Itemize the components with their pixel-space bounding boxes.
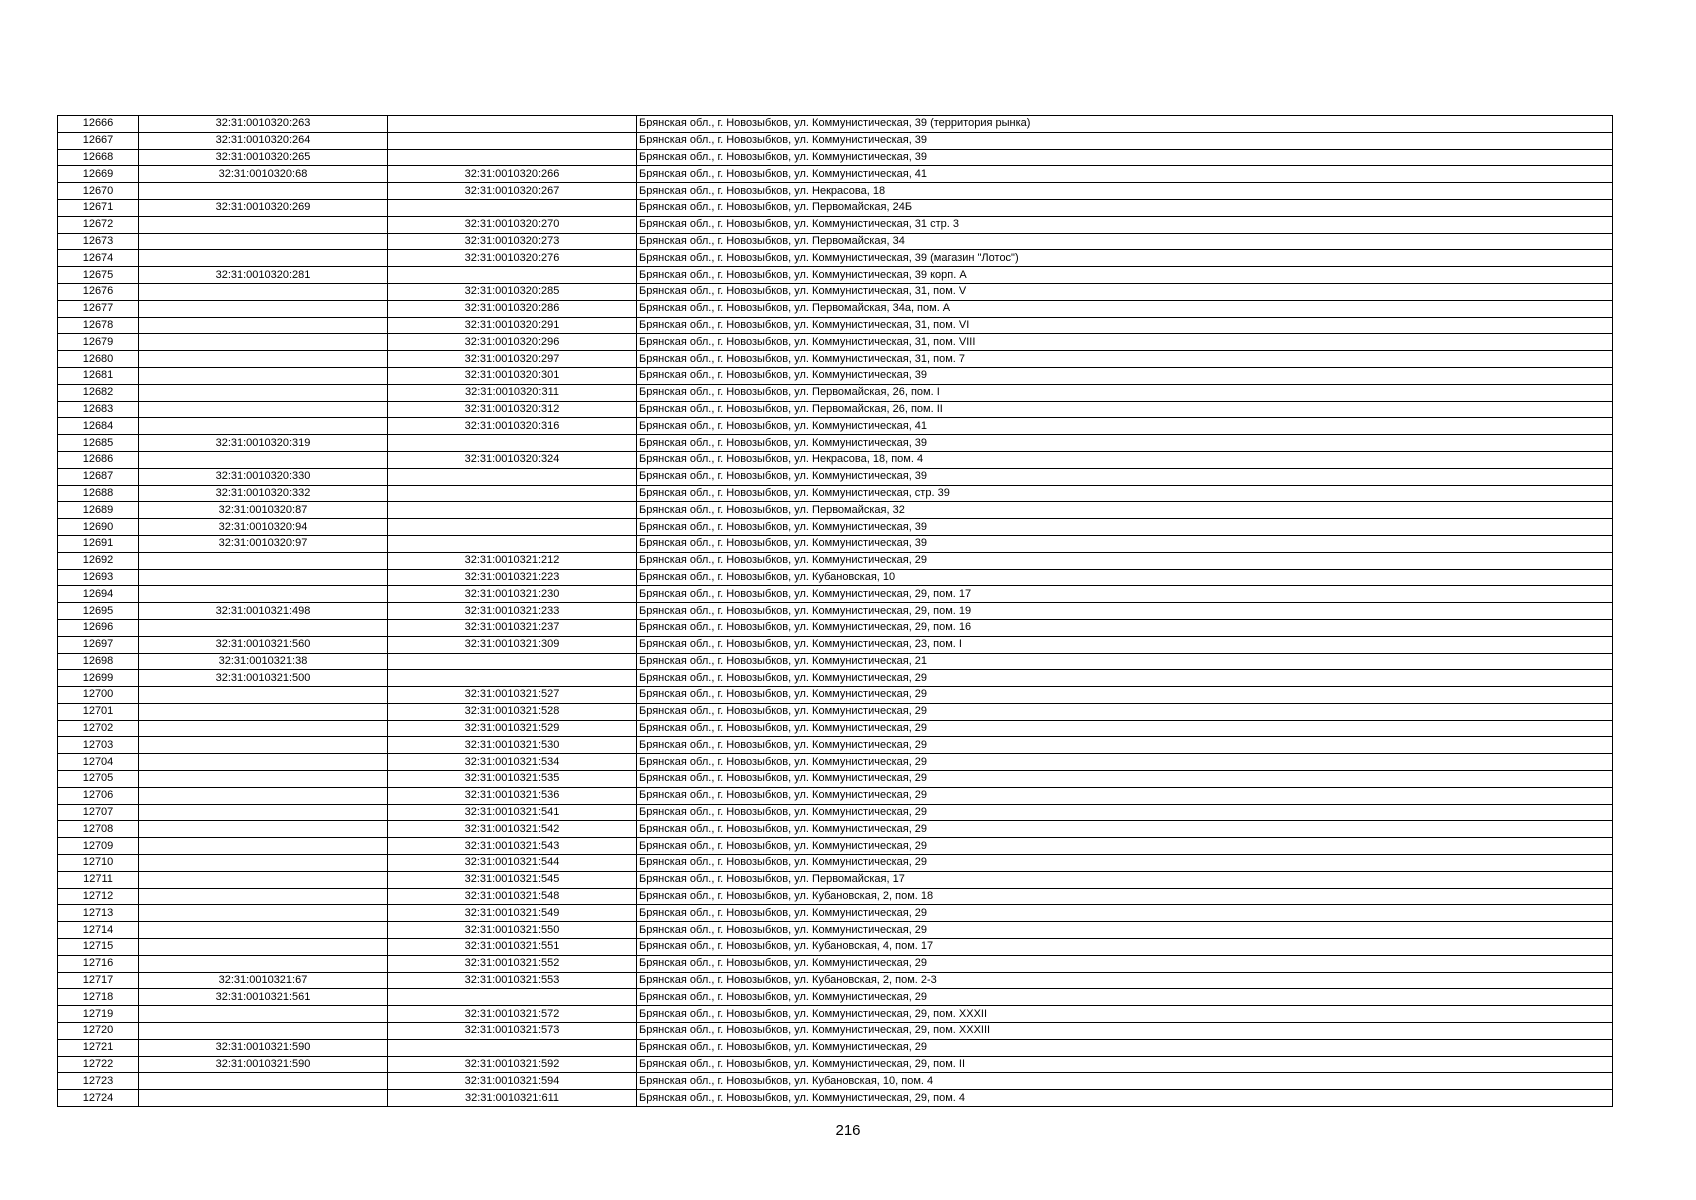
table-row (58, 838, 1613, 855)
address-cell: Брянская обл., г. Новозыбков, ул. Коммунистическая, 29 (637, 787, 1613, 804)
page-number: 216 (835, 1122, 861, 1139)
address-cell: Брянская обл., г. Новозыбков, ул. Коммунистическая, 39 (637, 132, 1613, 149)
row-number-cell: 12668 (58, 149, 139, 166)
building-cadastral-number-cell: 32:31:0010320:311 (388, 384, 637, 401)
table-row (58, 216, 1613, 233)
table-row (58, 804, 1613, 821)
land-cadastral-number-cell: 32:31:0010321:560 (139, 636, 388, 653)
building-cadastral-number-cell: 32:31:0010320:301 (388, 367, 637, 384)
building-cadastral-number-cell: 32:31:0010320:276 (388, 250, 637, 267)
row-number-cell: 12712 (58, 888, 139, 905)
row-number-cell: 12667 (58, 132, 139, 149)
row-number-cell: 12708 (58, 821, 139, 838)
building-cadastral-number-cell (388, 149, 637, 166)
table-row (58, 283, 1613, 300)
row-number-cell: 12680 (58, 351, 139, 368)
address-cell: Брянская обл., г. Новозыбков, ул. Коммунистическая, 29 (637, 955, 1613, 972)
land-cadastral-number-cell (139, 787, 388, 804)
building-cadastral-number-cell (388, 653, 637, 670)
land-cadastral-number-cell (139, 451, 388, 468)
row-number-cell: 12689 (58, 502, 139, 519)
building-cadastral-number-cell: 32:31:0010321:528 (388, 703, 637, 720)
land-cadastral-number-cell (139, 351, 388, 368)
address-cell: Брянская обл., г. Новозыбков, ул. Коммунистическая, 29 (637, 703, 1613, 720)
row-number-cell: 12717 (58, 972, 139, 989)
building-cadastral-number-cell: 32:31:0010321:536 (388, 787, 637, 804)
row-number-cell: 12714 (58, 922, 139, 939)
land-cadastral-number-cell: 32:31:0010320:281 (139, 267, 388, 284)
address-cell: Брянская обл., г. Новозыбков, ул. Некрасова, 18 (637, 183, 1613, 200)
row-number-cell: 12697 (58, 636, 139, 653)
row-number-cell: 12720 (58, 1023, 139, 1040)
registry-table-body (58, 116, 1613, 1107)
address-cell: Брянская обл., г. Новозыбков, ул. Коммунистическая, 29 (637, 687, 1613, 704)
row-number-cell: 12687 (58, 468, 139, 485)
land-cadastral-number-cell (139, 703, 388, 720)
address-cell: Брянская обл., г. Новозыбков, ул. Коммунистическая, 29 (637, 905, 1613, 922)
row-number-cell: 12678 (58, 317, 139, 334)
building-cadastral-number-cell: 32:31:0010321:233 (388, 603, 637, 620)
table-row (58, 535, 1613, 552)
table-row (58, 183, 1613, 200)
land-cadastral-number-cell: 32:31:0010320:264 (139, 132, 388, 149)
row-number-cell: 12701 (58, 703, 139, 720)
table-row (58, 485, 1613, 502)
row-number-cell: 12666 (58, 116, 139, 133)
building-cadastral-number-cell: 32:31:0010320:296 (388, 334, 637, 351)
building-cadastral-number-cell: 32:31:0010321:548 (388, 888, 637, 905)
land-cadastral-number-cell (139, 1006, 388, 1023)
table-row (58, 888, 1613, 905)
address-cell: Брянская обл., г. Новозыбков, ул. Коммунистическая, 39 (637, 519, 1613, 536)
building-cadastral-number-cell: 32:31:0010321:541 (388, 804, 637, 821)
table-row (58, 670, 1613, 687)
row-number-cell: 12694 (58, 586, 139, 603)
address-cell: Брянская обл., г. Новозыбков, ул. Некрасова, 18, пом. 4 (637, 451, 1613, 468)
address-cell: Брянская обл., г. Новозыбков, ул. Коммунистическая, 39 (637, 149, 1613, 166)
land-cadastral-number-cell (139, 855, 388, 872)
row-number-cell: 12713 (58, 905, 139, 922)
address-cell: Брянская обл., г. Новозыбков, ул. Коммунистическая, 29 (637, 838, 1613, 855)
land-cadastral-number-cell: 32:31:0010321:498 (139, 603, 388, 620)
address-cell: Брянская обл., г. Новозыбков, ул. Коммунистическая, 29 (637, 1039, 1613, 1056)
address-cell: Брянская обл., г. Новозыбков, ул. Коммунистическая, 29 (637, 771, 1613, 788)
address-cell: Брянская обл., г. Новозыбков, ул. Коммунистическая, 29, пом. 4 (637, 1090, 1613, 1107)
land-cadastral-number-cell (139, 250, 388, 267)
table-row (58, 989, 1613, 1006)
row-number-cell: 12723 (58, 1073, 139, 1090)
row-number-cell: 12702 (58, 720, 139, 737)
building-cadastral-number-cell (388, 989, 637, 1006)
row-number-cell: 12700 (58, 687, 139, 704)
building-cadastral-number-cell: 32:31:0010320:312 (388, 401, 637, 418)
address-cell: Брянская обл., г. Новозыбков, ул. Первомайская, 17 (637, 871, 1613, 888)
building-cadastral-number-cell: 32:31:0010321:527 (388, 687, 637, 704)
land-cadastral-number-cell (139, 216, 388, 233)
building-cadastral-number-cell: 32:31:0010321:542 (388, 821, 637, 838)
building-cadastral-number-cell (388, 116, 637, 133)
land-cadastral-number-cell: 32:31:0010320:332 (139, 485, 388, 502)
table-row (58, 972, 1613, 989)
land-cadastral-number-cell: 32:31:0010321:38 (139, 653, 388, 670)
land-cadastral-number-cell (139, 552, 388, 569)
land-cadastral-number-cell: 32:31:0010321:500 (139, 670, 388, 687)
table-row (58, 855, 1613, 872)
table-row (58, 720, 1613, 737)
land-cadastral-number-cell: 32:31:0010320:319 (139, 435, 388, 452)
address-cell: Брянская обл., г. Новозыбков, ул. Первомайская, 34а, пом. А (637, 300, 1613, 317)
land-cadastral-number-cell (139, 955, 388, 972)
land-cadastral-number-cell (139, 922, 388, 939)
row-number-cell: 12716 (58, 955, 139, 972)
building-cadastral-number-cell: 32:31:0010320:266 (388, 166, 637, 183)
address-cell: Брянская обл., г. Новозыбков, ул. Коммунистическая, 41 (637, 166, 1613, 183)
table-row (58, 1006, 1613, 1023)
address-cell: Брянская обл., г. Новозыбков, ул. Коммунистическая, 29 (637, 552, 1613, 569)
land-cadastral-number-cell: 32:31:0010320:87 (139, 502, 388, 519)
row-number-cell: 12695 (58, 603, 139, 620)
address-cell: Брянская обл., г. Новозыбков, ул. Коммунистическая, 29 (637, 720, 1613, 737)
building-cadastral-number-cell: 32:31:0010321:223 (388, 569, 637, 586)
table-row (58, 1039, 1613, 1056)
table-row (58, 367, 1613, 384)
row-number-cell: 12684 (58, 418, 139, 435)
row-number-cell: 12670 (58, 183, 139, 200)
table-row (58, 569, 1613, 586)
land-cadastral-number-cell: 32:31:0010320:94 (139, 519, 388, 536)
row-number-cell: 12685 (58, 435, 139, 452)
row-number-cell: 12722 (58, 1056, 139, 1073)
address-cell: Брянская обл., г. Новозыбков, ул. Коммунистическая, 29, пом. XXXIII (637, 1023, 1613, 1040)
land-cadastral-number-cell (139, 569, 388, 586)
land-cadastral-number-cell (139, 905, 388, 922)
row-number-cell: 12709 (58, 838, 139, 855)
table-row (58, 132, 1613, 149)
building-cadastral-number-cell: 32:31:0010321:552 (388, 955, 637, 972)
address-cell: Брянская обл., г. Новозыбков, ул. Коммунистическая, 29 (637, 754, 1613, 771)
land-cadastral-number-cell (139, 233, 388, 250)
building-cadastral-number-cell: 32:31:0010321:551 (388, 939, 637, 956)
building-cadastral-number-cell (388, 267, 637, 284)
table-row (58, 703, 1613, 720)
row-number-cell: 12690 (58, 519, 139, 536)
table-row (58, 116, 1613, 133)
building-cadastral-number-cell (388, 1039, 637, 1056)
building-cadastral-number-cell: 32:31:0010321:543 (388, 838, 637, 855)
address-cell: Брянская обл., г. Новозыбков, ул. Коммунистическая, 29, пом. 19 (637, 603, 1613, 620)
building-cadastral-number-cell: 32:31:0010321:550 (388, 922, 637, 939)
row-number-cell: 12718 (58, 989, 139, 1006)
row-number-cell: 12675 (58, 267, 139, 284)
table-row (58, 435, 1613, 452)
row-number-cell: 12696 (58, 619, 139, 636)
land-cadastral-number-cell: 32:31:0010320:330 (139, 468, 388, 485)
table-row (58, 401, 1613, 418)
table-row (58, 149, 1613, 166)
land-cadastral-number-cell (139, 418, 388, 435)
address-cell: Брянская обл., г. Новозыбков, ул. Коммунистическая, 31, пом. 7 (637, 351, 1613, 368)
building-cadastral-number-cell: 32:31:0010321:573 (388, 1023, 637, 1040)
land-cadastral-number-cell (139, 720, 388, 737)
table-row (58, 300, 1613, 317)
address-cell: Брянская обл., г. Новозыбков, ул. Коммунистическая, 39 корп. А (637, 267, 1613, 284)
land-cadastral-number-cell (139, 367, 388, 384)
land-cadastral-number-cell: 32:31:0010320:269 (139, 199, 388, 216)
table-row (58, 636, 1613, 653)
address-cell: Брянская обл., г. Новозыбков, ул. Коммунистическая, 29 (637, 737, 1613, 754)
table-row (58, 619, 1613, 636)
table-row (58, 771, 1613, 788)
land-cadastral-number-cell (139, 401, 388, 418)
row-number-cell: 12681 (58, 367, 139, 384)
property-registry-table (57, 115, 1613, 1107)
address-cell: Брянская обл., г. Новозыбков, ул. Коммунистическая, 29 (637, 670, 1613, 687)
address-cell: Брянская обл., г. Новозыбков, ул. Коммунистическая, 29 (637, 804, 1613, 821)
row-number-cell: 12671 (58, 199, 139, 216)
building-cadastral-number-cell: 32:31:0010320:297 (388, 351, 637, 368)
row-number-cell: 12719 (58, 1006, 139, 1023)
row-number-cell: 12715 (58, 939, 139, 956)
building-cadastral-number-cell: 32:31:0010321:553 (388, 972, 637, 989)
land-cadastral-number-cell (139, 586, 388, 603)
table-row (58, 922, 1613, 939)
table-row (58, 821, 1613, 838)
building-cadastral-number-cell: 32:31:0010320:270 (388, 216, 637, 233)
building-cadastral-number-cell: 32:31:0010320:273 (388, 233, 637, 250)
building-cadastral-number-cell: 32:31:0010321:535 (388, 771, 637, 788)
row-number-cell: 12679 (58, 334, 139, 351)
building-cadastral-number-cell: 32:31:0010321:237 (388, 619, 637, 636)
building-cadastral-number-cell: 32:31:0010321:230 (388, 586, 637, 603)
table-row (58, 250, 1613, 267)
table-row (58, 166, 1613, 183)
land-cadastral-number-cell (139, 1023, 388, 1040)
row-number-cell: 12682 (58, 384, 139, 401)
land-cadastral-number-cell: 32:31:0010321:561 (139, 989, 388, 1006)
building-cadastral-number-cell: 32:31:0010321:611 (388, 1090, 637, 1107)
address-cell: Брянская обл., г. Новозыбков, ул. Кубановская, 4, пом. 17 (637, 939, 1613, 956)
row-number-cell: 12699 (58, 670, 139, 687)
land-cadastral-number-cell: 32:31:0010320:263 (139, 116, 388, 133)
address-cell: Брянская обл., г. Новозыбков, ул. Первомайская, 26, пом. II (637, 401, 1613, 418)
table-row (58, 1073, 1613, 1090)
building-cadastral-number-cell: 32:31:0010320:316 (388, 418, 637, 435)
row-number-cell: 12698 (58, 653, 139, 670)
building-cadastral-number-cell (388, 468, 637, 485)
land-cadastral-number-cell (139, 183, 388, 200)
table-row (58, 586, 1613, 603)
table-row (58, 787, 1613, 804)
land-cadastral-number-cell: 32:31:0010320:68 (139, 166, 388, 183)
address-cell: Брянская обл., г. Новозыбков, ул. Кубановская, 10 (637, 569, 1613, 586)
land-cadastral-number-cell (139, 939, 388, 956)
land-cadastral-number-cell (139, 754, 388, 771)
address-cell: Брянская обл., г. Новозыбков, ул. Коммунистическая, 29, пом. 17 (637, 586, 1613, 603)
address-cell: Брянская обл., г. Новозыбков, ул. Первомайская, 34 (637, 233, 1613, 250)
land-cadastral-number-cell (139, 771, 388, 788)
row-number-cell: 12691 (58, 535, 139, 552)
land-cadastral-number-cell (139, 821, 388, 838)
table-row (58, 267, 1613, 284)
address-cell: Брянская обл., г. Новозыбков, ул. Коммунистическая, 29, пом. II (637, 1056, 1613, 1073)
land-cadastral-number-cell (139, 1073, 388, 1090)
address-cell: Брянская обл., г. Новозыбков, ул. Коммунистическая, 31, пом. VIII (637, 334, 1613, 351)
address-cell: Брянская обл., г. Новозыбков, ул. Коммунистическая, 29, пом. XXXII (637, 1006, 1613, 1023)
table-row (58, 737, 1613, 754)
row-number-cell: 12710 (58, 855, 139, 872)
address-cell: Брянская обл., г. Новозыбков, ул. Коммунистическая, 39 (территория рынка) (637, 116, 1613, 133)
building-cadastral-number-cell: 32:31:0010320:291 (388, 317, 637, 334)
building-cadastral-number-cell (388, 132, 637, 149)
address-cell: Брянская обл., г. Новозыбков, ул. Коммунистическая, 29, пом. 16 (637, 619, 1613, 636)
building-cadastral-number-cell: 32:31:0010320:285 (388, 283, 637, 300)
building-cadastral-number-cell: 32:31:0010321:530 (388, 737, 637, 754)
table-row (58, 519, 1613, 536)
row-number-cell: 12706 (58, 787, 139, 804)
land-cadastral-number-cell: 32:31:0010321:590 (139, 1039, 388, 1056)
row-number-cell: 12705 (58, 771, 139, 788)
building-cadastral-number-cell: 32:31:0010321:592 (388, 1056, 637, 1073)
table-row (58, 384, 1613, 401)
address-cell: Брянская обл., г. Новозыбков, ул. Кубановская, 2, пом. 18 (637, 888, 1613, 905)
table-row (58, 955, 1613, 972)
table-row (58, 199, 1613, 216)
land-cadastral-number-cell (139, 317, 388, 334)
address-cell: Брянская обл., г. Новозыбков, ул. Коммунистическая, 39 (637, 367, 1613, 384)
land-cadastral-number-cell: 32:31:0010320:97 (139, 535, 388, 552)
address-cell: Брянская обл., г. Новозыбков, ул. Кубановская, 2, пом. 2-3 (637, 972, 1613, 989)
address-cell: Брянская обл., г. Новозыбков, ул. Кубановская, 10, пом. 4 (637, 1073, 1613, 1090)
table-row (58, 653, 1613, 670)
table-row (58, 1023, 1613, 1040)
building-cadastral-number-cell: 32:31:0010320:286 (388, 300, 637, 317)
table-row (58, 233, 1613, 250)
land-cadastral-number-cell: 32:31:0010321:67 (139, 972, 388, 989)
table-row (58, 1090, 1613, 1107)
building-cadastral-number-cell (388, 199, 637, 216)
row-number-cell: 12721 (58, 1039, 139, 1056)
address-cell: Брянская обл., г. Новозыбков, ул. Коммунистическая, 39 (637, 435, 1613, 452)
building-cadastral-number-cell (388, 435, 637, 452)
row-number-cell: 12686 (58, 451, 139, 468)
building-cadastral-number-cell: 32:31:0010321:544 (388, 855, 637, 872)
building-cadastral-number-cell: 32:31:0010321:309 (388, 636, 637, 653)
table-row (58, 502, 1613, 519)
row-number-cell: 12724 (58, 1090, 139, 1107)
address-cell: Брянская обл., г. Новозыбков, ул. Коммунистическая, 31, пом. VI (637, 317, 1613, 334)
land-cadastral-number-cell (139, 619, 388, 636)
building-cadastral-number-cell: 32:31:0010320:267 (388, 183, 637, 200)
row-number-cell: 12676 (58, 283, 139, 300)
address-cell: Брянская обл., г. Новозыбков, ул. Коммунистическая, 29 (637, 855, 1613, 872)
row-number-cell: 12677 (58, 300, 139, 317)
row-number-cell: 12707 (58, 804, 139, 821)
address-cell: Брянская обл., г. Новозыбков, ул. Коммунистическая, 29 (637, 922, 1613, 939)
building-cadastral-number-cell: 32:31:0010321:529 (388, 720, 637, 737)
land-cadastral-number-cell: 32:31:0010320:265 (139, 149, 388, 166)
row-number-cell: 12703 (58, 737, 139, 754)
building-cadastral-number-cell (388, 502, 637, 519)
address-cell: Брянская обл., г. Новозыбков, ул. Коммунистическая, 29 (637, 989, 1613, 1006)
address-cell: Брянская обл., г. Новозыбков, ул. Коммунистическая, 31, пом. V (637, 283, 1613, 300)
land-cadastral-number-cell (139, 871, 388, 888)
address-cell: Брянская обл., г. Новозыбков, ул. Первомайская, 26, пом. I (637, 384, 1613, 401)
address-cell: Брянская обл., г. Новозыбков, ул. Коммунистическая, 39 (637, 468, 1613, 485)
land-cadastral-number-cell (139, 687, 388, 704)
address-cell: Брянская обл., г. Новозыбков, ул. Первомайская, 24Б (637, 199, 1613, 216)
address-cell: Брянская обл., г. Новозыбков, ул. Коммунистическая, 21 (637, 653, 1613, 670)
table-row (58, 939, 1613, 956)
table-row (58, 317, 1613, 334)
table-row (58, 451, 1613, 468)
address-cell: Брянская обл., г. Новозыбков, ул. Коммунистическая, 29 (637, 821, 1613, 838)
land-cadastral-number-cell (139, 888, 388, 905)
row-number-cell: 12693 (58, 569, 139, 586)
row-number-cell: 12672 (58, 216, 139, 233)
land-cadastral-number-cell (139, 804, 388, 821)
row-number-cell: 12669 (58, 166, 139, 183)
row-number-cell: 12688 (58, 485, 139, 502)
table-row (58, 1056, 1613, 1073)
land-cadastral-number-cell (139, 334, 388, 351)
row-number-cell: 12673 (58, 233, 139, 250)
building-cadastral-number-cell: 32:31:0010321:594 (388, 1073, 637, 1090)
table-row (58, 468, 1613, 485)
address-cell: Брянская обл., г. Новозыбков, ул. Коммунистическая, стр. 39 (637, 485, 1613, 502)
building-cadastral-number-cell: 32:31:0010321:545 (388, 871, 637, 888)
building-cadastral-number-cell (388, 519, 637, 536)
table-row (58, 418, 1613, 435)
row-number-cell: 12711 (58, 871, 139, 888)
building-cadastral-number-cell (388, 485, 637, 502)
address-cell: Брянская обл., г. Новозыбков, ул. Первомайская, 32 (637, 502, 1613, 519)
table-row (58, 754, 1613, 771)
table-row (58, 351, 1613, 368)
address-cell: Брянская обл., г. Новозыбков, ул. Коммунистическая, 39 (магазин "Лотос") (637, 250, 1613, 267)
row-number-cell: 12674 (58, 250, 139, 267)
table-row (58, 905, 1613, 922)
table-row (58, 552, 1613, 569)
building-cadastral-number-cell: 32:31:0010321:572 (388, 1006, 637, 1023)
building-cadastral-number-cell: 32:31:0010321:212 (388, 552, 637, 569)
address-cell: Брянская обл., г. Новозыбков, ул. Коммунистическая, 39 (637, 535, 1613, 552)
row-number-cell: 12683 (58, 401, 139, 418)
land-cadastral-number-cell (139, 838, 388, 855)
table-row (58, 687, 1613, 704)
table-row (58, 871, 1613, 888)
building-cadastral-number-cell (388, 670, 637, 687)
address-cell: Брянская обл., г. Новозыбков, ул. Коммунистическая, 41 (637, 418, 1613, 435)
row-number-cell: 12704 (58, 754, 139, 771)
building-cadastral-number-cell (388, 535, 637, 552)
land-cadastral-number-cell (139, 300, 388, 317)
table-row (58, 334, 1613, 351)
address-cell: Брянская обл., г. Новозыбков, ул. Коммунистическая, 31 стр. 3 (637, 216, 1613, 233)
land-cadastral-number-cell (139, 737, 388, 754)
building-cadastral-number-cell: 32:31:0010321:549 (388, 905, 637, 922)
table-row (58, 603, 1613, 620)
building-cadastral-number-cell: 32:31:0010320:324 (388, 451, 637, 468)
land-cadastral-number-cell: 32:31:0010321:590 (139, 1056, 388, 1073)
building-cadastral-number-cell: 32:31:0010321:534 (388, 754, 637, 771)
address-cell: Брянская обл., г. Новозыбков, ул. Коммунистическая, 23, пом. I (637, 636, 1613, 653)
row-number-cell: 12692 (58, 552, 139, 569)
land-cadastral-number-cell (139, 283, 388, 300)
land-cadastral-number-cell (139, 384, 388, 401)
land-cadastral-number-cell (139, 1090, 388, 1107)
